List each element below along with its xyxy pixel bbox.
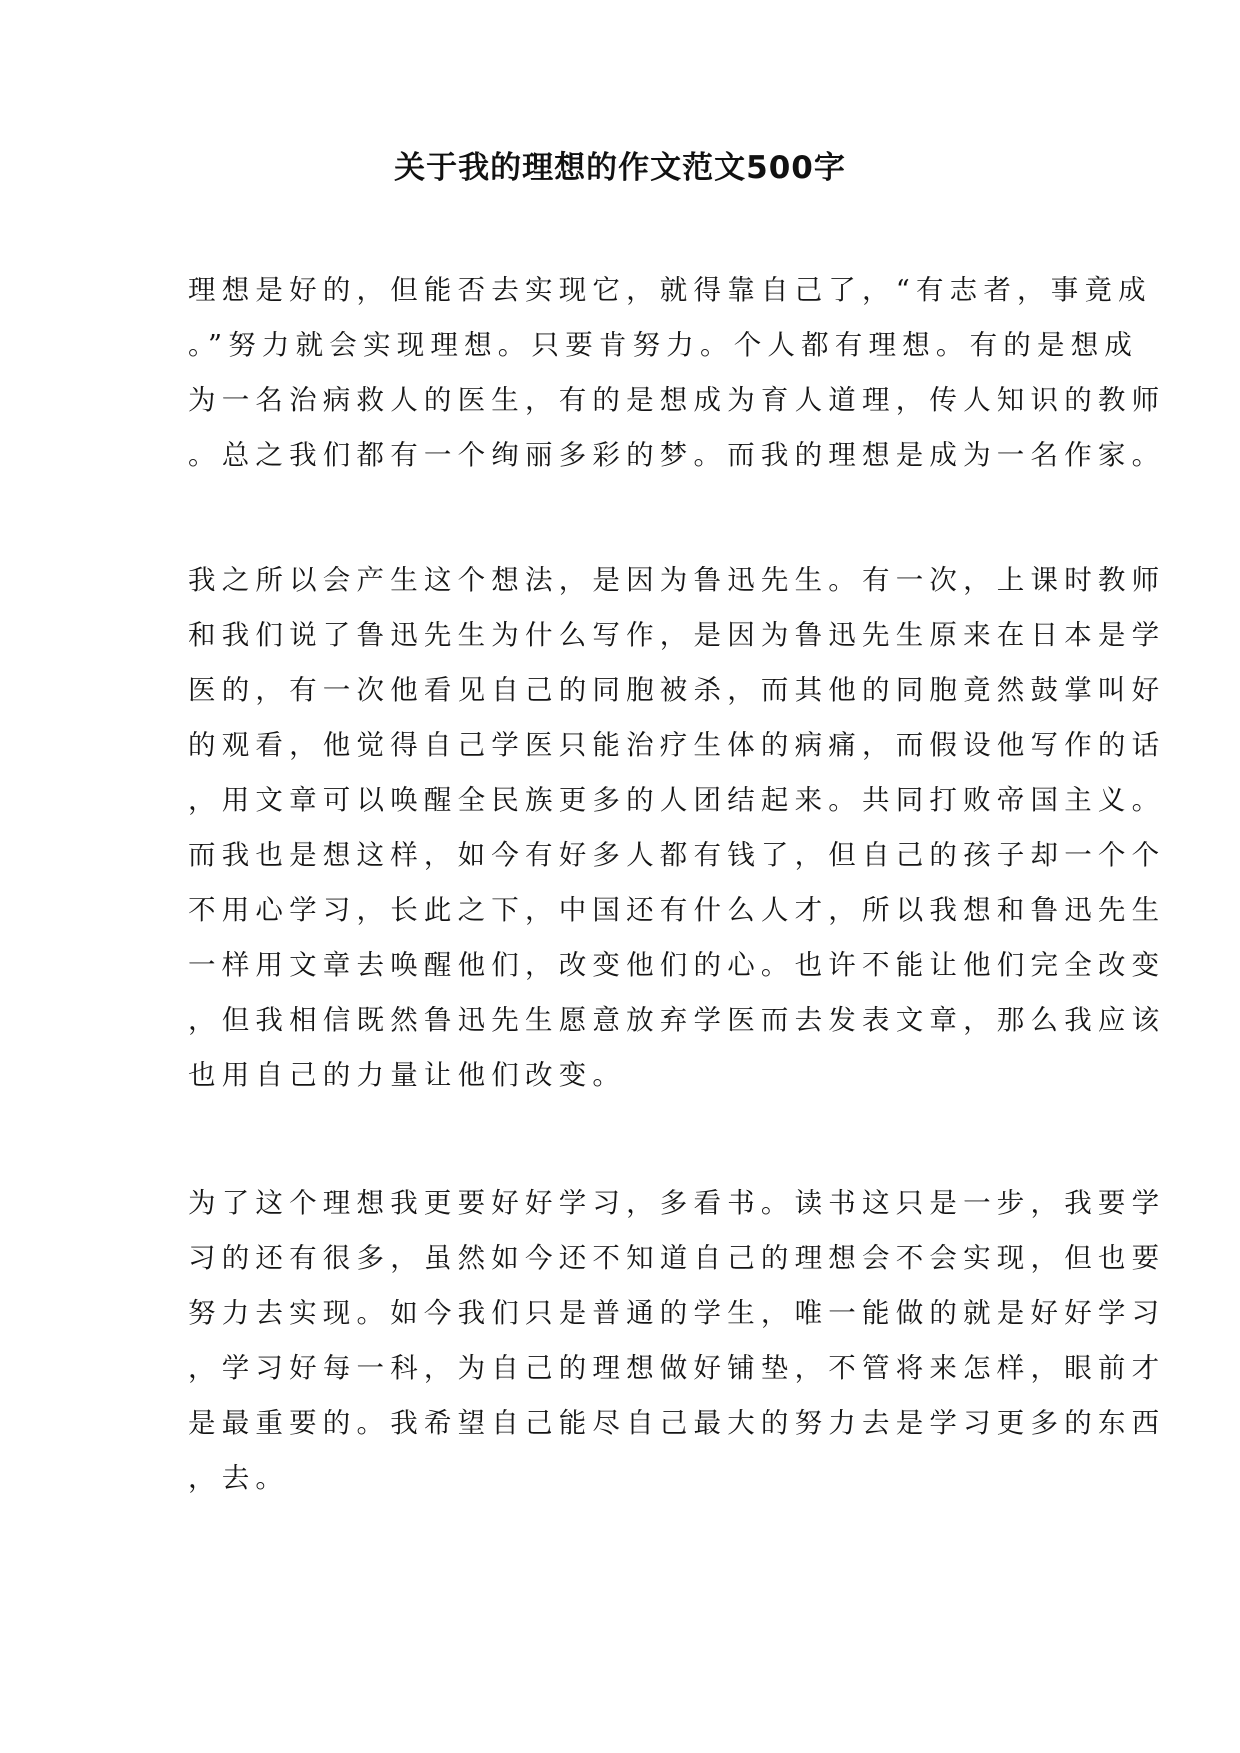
text-line: 的观看，他觉得自己学医只能治疗生体的病痛，而假设他写作的话 [188, 729, 1166, 761]
text-line: 习的还有很多，虽然如今还不知道自己的理想会不会实现，但也要 [188, 1242, 1166, 1274]
text-line: 医的，有一次他看见自己的同胞被杀，而其他的同胞竟然鼓掌叫好 [188, 674, 1166, 706]
text-line: 为了这个理想我更要好好学习，多看书。读书这只是一步，我要学 [188, 1187, 1166, 1219]
text-line: ，学习好每一科，为自己的理想做好铺垫，不管将来怎样，眼前才 [188, 1352, 1166, 1384]
text-line: 一样用文章去唤醒他们，改变他们的心。也许不能让他们完全改变 [188, 949, 1166, 981]
document-title: 关于我的理想的作文范文500字 [394, 150, 846, 186]
text-line: 理想是好的，但能否去实现它，就得靠自己了，“有志者，事竟成 [188, 274, 1152, 306]
text-line: ，但我相信既然鲁迅先生愿意放弃学医而去发表文章，那么我应该 [188, 1004, 1166, 1036]
paragraph-3 [188, 1176, 1166, 1506]
text-line: 也用自己的力量让他们改变。 [188, 1059, 627, 1091]
paragraph-2 [188, 553, 1166, 1103]
text-line: 为一名治病救人的医生，有的是想成为育人道理，传人知识的教师 [188, 384, 1166, 416]
text-line: ，用文章可以唤醒全民族更多的人团结起来。共同打败帝国主义。 [188, 784, 1166, 816]
paragraph-1 [188, 263, 1166, 483]
text-line: 努力去实现。如今我们只是普通的学生，唯一能做的就是好好学习 [188, 1297, 1166, 1329]
text-line: 。总之我们都有一个绚丽多彩的梦。而我的理想是成为一名作家。 [188, 439, 1166, 471]
text-line: 而我也是想这样，如今有好多人都有钱了，但自己的孩子却一个个 [188, 839, 1166, 871]
text-line: 不用心学习，长此之下，中国还有什么人才，所以我想和鲁迅先生 [188, 894, 1166, 926]
text-line: 。”努力就会实现理想。只要肯努力。个人都有理想。有的是想成 [188, 329, 1139, 361]
text-line: 我之所以会产生这个想法，是因为鲁迅先生。有一次，上课时教师 [188, 564, 1166, 596]
text-line: 是最重要的。我希望自己能尽自己最大的努力去是学习更多的东西 [188, 1407, 1166, 1439]
text-line: ，去。 [188, 1462, 290, 1494]
text-line: 和我们说了鲁迅先生为什么写作，是因为鲁迅先生原来在日本是学 [188, 619, 1166, 651]
